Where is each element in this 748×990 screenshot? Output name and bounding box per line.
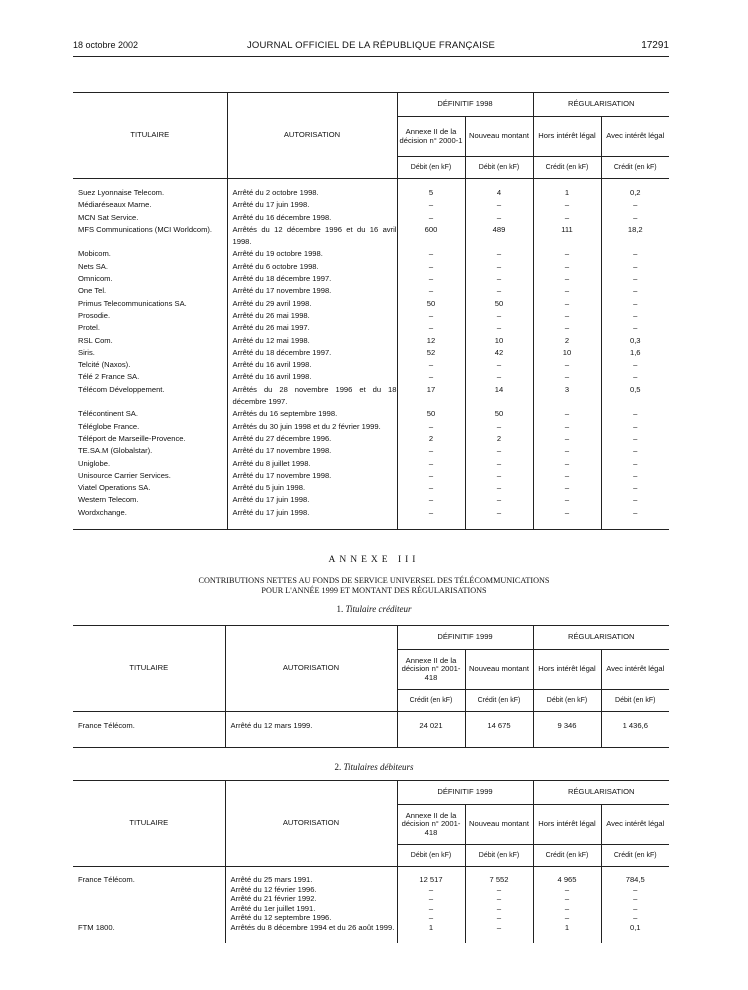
- cell-value-1: –: [397, 421, 465, 433]
- col-definitif-1999: DÉFINITIF 1999: [397, 781, 533, 805]
- cell-value-4: –: [633, 409, 638, 419]
- cell-titulaire: [73, 913, 225, 923]
- table-row: [73, 285, 669, 297]
- cell-value-3: –: [533, 371, 601, 383]
- section-1-title: Titulaire créditeur: [345, 604, 412, 614]
- cell-autorisation: Arrêté du 18 décembre 1997.: [227, 347, 397, 359]
- cell-value-4: –: [633, 507, 638, 517]
- cell-value-2: –: [465, 421, 533, 433]
- cell-autorisation: Arrêté du 19 octobre 1998.: [227, 248, 397, 260]
- cell-autorisation: Arrêté du 21 février 1992.: [225, 894, 397, 904]
- cell-titulaire: Suez Lyonnaise Telecom.: [73, 179, 227, 200]
- cell-value-3: 4 965: [533, 867, 601, 885]
- col-titulaire: TITULAIRE: [73, 781, 225, 867]
- cell-value-2: 2: [465, 433, 533, 445]
- cell-value-3: 3: [533, 384, 601, 409]
- cell-autorisation: Arrêté du 16 décembre 1998.: [227, 212, 397, 224]
- cell-value-2: –: [465, 885, 533, 895]
- cell-titulaire: Protel.: [73, 322, 227, 334]
- cell-titulaire: Siris.: [73, 347, 227, 359]
- cell-value-2: –: [465, 212, 533, 224]
- cell-value-3: –: [533, 421, 601, 433]
- cell-value-4: –: [633, 495, 638, 505]
- cell-titulaire: Télécom Développement.: [73, 384, 227, 409]
- cell-autorisation: Arrêté du 12 mars 1999.: [225, 712, 397, 748]
- cell-titulaire: [73, 885, 225, 895]
- cell-value-2: 14 675: [465, 712, 533, 748]
- cell-value-1: –: [397, 507, 465, 530]
- cell-autorisation: Arrêté du 2 octobre 1998.: [227, 179, 397, 200]
- table-row: [73, 712, 669, 748]
- cell-autorisation: Arrêté du 26 mai 1998.: [227, 310, 397, 322]
- cell-value-1: –: [397, 470, 465, 482]
- cell-value-3: –: [533, 470, 601, 482]
- cell-autorisation: Arrêté du 8 juillet 1998.: [227, 458, 397, 470]
- cell-value-2: –: [465, 913, 533, 923]
- cell-value-2: 7 552: [465, 867, 533, 885]
- cell-autorisation: Arrêté du 16 avril 1998.: [227, 371, 397, 383]
- col-nouveau-montant: Nouveau montant: [465, 805, 533, 845]
- table-row: [73, 482, 669, 494]
- col-unit-credit: Crédit (en kF): [533, 157, 601, 179]
- cell-value-2: –: [465, 507, 533, 530]
- cell-value-3: –: [533, 482, 601, 494]
- cell-autorisation: Arrêté du 25 mars 1991.: [225, 867, 397, 885]
- section-2-title: Titulaires débiteurs: [343, 762, 414, 772]
- col-avec-interet: Avec intérêt légal: [601, 805, 669, 845]
- table-row: [73, 923, 669, 943]
- col-unit-credit: Crédit (en kF): [465, 690, 533, 712]
- table-row: [73, 885, 669, 895]
- col-hors-interet: Hors intérêt légal: [533, 805, 601, 845]
- table-row: [73, 433, 669, 445]
- cell-autorisation: Arrêtés du 28 novembre 1996 et du 18 décembre 1997.: [227, 384, 397, 409]
- cell-value-4: 784,5: [625, 875, 645, 884]
- page-header: [73, 40, 669, 54]
- col-annexe-ii: Annexe II de la décision n° 2001-418: [397, 650, 465, 690]
- cell-value-3: 10: [533, 347, 601, 359]
- cell-value-3: –: [533, 894, 601, 904]
- cell-autorisation: Arrêté du 16 avril 1998.: [227, 359, 397, 371]
- cell-titulaire: Télé 2 France SA.: [73, 371, 227, 383]
- cell-value-1: –: [397, 885, 465, 895]
- col-avec-interet: Avec intérêt légal: [601, 650, 669, 690]
- table-row: [73, 248, 669, 260]
- col-autorisation: AUTORISATION: [225, 781, 397, 867]
- col-definitif-1999: DÉFINITIF 1999: [397, 626, 533, 650]
- cell-value-1: 1: [397, 923, 465, 943]
- cell-value-4: –: [633, 884, 638, 894]
- col-unit-credit: Crédit (en kF): [533, 845, 601, 867]
- cell-value-1: 50: [397, 408, 465, 420]
- cell-titulaire: Télécontinent SA.: [73, 408, 227, 420]
- cell-value-2: –: [465, 371, 533, 383]
- col-hors-interet: Hors intérêt légal: [533, 117, 601, 157]
- annexe-subtitle-line1: CONTRIBUTIONS NETTES AU FONDS DE SERVICE UNIVERSEL DES TÉLÉCOMMUNICATIONS: [198, 576, 550, 585]
- cell-value-2: 4: [465, 179, 533, 200]
- col-regularisation: RÉGULARISATION: [533, 626, 669, 650]
- header-page-number: 17291: [641, 40, 669, 51]
- cell-value-1: –: [397, 458, 465, 470]
- cell-value-1: –: [397, 371, 465, 383]
- cell-value-4: –: [633, 310, 638, 320]
- cell-value-1: –: [397, 199, 465, 211]
- cell-value-3: –: [533, 285, 601, 297]
- cell-value-1: –: [397, 261, 465, 273]
- cell-value-4: –: [633, 483, 638, 493]
- col-unit-credit: Crédit (en kF): [601, 157, 669, 179]
- cell-value-1: 24 021: [397, 712, 465, 748]
- col-regularisation: RÉGULARISATION: [533, 781, 669, 805]
- cell-value-1: 17: [397, 384, 465, 409]
- cell-titulaire: Primus Telecommunications SA.: [73, 298, 227, 310]
- cell-value-2: –: [465, 310, 533, 322]
- cell-titulaire: France Télécom.: [73, 867, 225, 885]
- cell-value-2: 14: [465, 384, 533, 409]
- cell-value-2: –: [465, 894, 533, 904]
- table-row: [73, 179, 669, 200]
- cell-value-1: 52: [397, 347, 465, 359]
- cell-value-2: –: [465, 445, 533, 457]
- cell-value-3: –: [533, 433, 601, 445]
- cell-autorisation: Arrêté du 1er juillet 1991.: [225, 904, 397, 914]
- cell-value-4: –: [633, 458, 638, 468]
- table-row: [73, 494, 669, 506]
- cell-value-4: –: [633, 372, 638, 382]
- col-unit-debit: Débit (en kF): [397, 157, 465, 179]
- cell-autorisation: Arrêté du 6 octobre 1998.: [227, 261, 397, 273]
- cell-autorisation: Arrêté du 27 décembre 1996.: [227, 433, 397, 445]
- cell-value-3: –: [533, 904, 601, 914]
- table-row: [73, 384, 669, 409]
- section-2-number: 2.: [334, 762, 342, 772]
- col-hors-interet: Hors intérêt légal: [533, 650, 601, 690]
- cell-value-2: 42: [465, 347, 533, 359]
- cell-titulaire: Western Telecom.: [73, 494, 227, 506]
- cell-titulaire: Téléglobe France.: [73, 421, 227, 433]
- cell-autorisation: Arrêté du 17 novembre 1998.: [227, 285, 397, 297]
- cell-value-4: –: [633, 286, 638, 296]
- cell-autorisation: Arrêtés du 30 juin 1998 et du 2 février 1999.: [227, 421, 397, 433]
- cell-value-1: 12 517: [397, 867, 465, 885]
- cell-value-1: –: [397, 310, 465, 322]
- cell-autorisation: Arrêté du 18 décembre 1997.: [227, 273, 397, 285]
- col-titulaire: TITULAIRE: [73, 626, 225, 712]
- cell-value-1: 2: [397, 433, 465, 445]
- cell-value-3: –: [533, 458, 601, 470]
- cell-value-4: 1,6: [629, 347, 641, 357]
- cell-value-4: –: [633, 421, 638, 431]
- section-1-number: 1.: [336, 604, 344, 614]
- cell-autorisation: Arrêté du 12 février 1996.: [225, 885, 397, 895]
- col-autorisation: AUTORISATION: [227, 93, 397, 179]
- cell-value-1: 12: [397, 335, 465, 347]
- cell-value-2: –: [465, 261, 533, 273]
- col-unit-debit: Débit (en kF): [465, 157, 533, 179]
- cell-value-4: –: [633, 446, 638, 456]
- cell-value-1: –: [397, 904, 465, 914]
- cell-value-1: 5: [397, 179, 465, 200]
- cell-value-3: –: [533, 494, 601, 506]
- cell-value-1: –: [397, 212, 465, 224]
- col-unit-credit: Crédit (en kF): [601, 845, 669, 867]
- col-unit-debit: Débit (en kF): [465, 845, 533, 867]
- cell-value-2: –: [465, 248, 533, 260]
- cell-value-4: –: [633, 261, 638, 271]
- cell-titulaire: Omnicom.: [73, 273, 227, 285]
- cell-value-1: –: [397, 248, 465, 260]
- cell-titulaire: RSL Com.: [73, 335, 227, 347]
- table-row: [73, 199, 669, 211]
- cell-value-1: –: [397, 359, 465, 371]
- table-row: [73, 261, 669, 273]
- cell-value-3: –: [533, 507, 601, 530]
- table-titulaire-crediteur: [73, 625, 669, 748]
- cell-value-4: –: [633, 274, 638, 284]
- cell-value-4: –: [633, 894, 638, 904]
- cell-value-1: 600: [397, 224, 465, 249]
- cell-value-1: –: [397, 482, 465, 494]
- cell-value-2: –: [465, 904, 533, 914]
- col-regularisation: RÉGULARISATION: [533, 93, 669, 117]
- cell-value-4: –: [633, 298, 638, 308]
- cell-value-4: 18,2: [627, 224, 643, 234]
- col-annexe-ii: Annexe II de la décision n° 2001-418: [397, 805, 465, 845]
- table-row: [73, 913, 669, 923]
- cell-titulaire: Prosodie.: [73, 310, 227, 322]
- cell-autorisation: Arrêtés du 16 septembre 1998.: [227, 408, 397, 420]
- annexe-subtitle-line2: POUR L'ANNÉE 1999 ET MONTANT DES RÉGULARISATIONS: [261, 586, 487, 595]
- cell-value-3: –: [533, 310, 601, 322]
- cell-autorisation: Arrêté du 26 mai 1997.: [227, 322, 397, 334]
- cell-value-4: 0,1: [629, 922, 641, 932]
- cell-autorisation: Arrêté du 5 juin 1998.: [227, 482, 397, 494]
- table-definitif-1998: [73, 92, 669, 530]
- cell-value-3: –: [533, 322, 601, 334]
- header-journal-title: JOURNAL OFFICIEL DE LA RÉPUBLIQUE FRANÇAISE: [246, 40, 496, 51]
- cell-titulaire: Unisource Carrier Services.: [73, 470, 227, 482]
- cell-value-3: –: [533, 261, 601, 273]
- cell-value-4: 0,5: [629, 384, 641, 394]
- header-date: 18 octobre 2002: [73, 40, 139, 50]
- cell-autorisation: Arrêtés du 8 décembre 1994 et du 26 août 1999.: [225, 923, 397, 943]
- col-unit-debit: Débit (en kF): [533, 690, 601, 712]
- cell-autorisation: Arrêtés du 12 décembre 1996 et du 16 avril 1998.: [227, 224, 397, 249]
- table-row: [73, 421, 669, 433]
- table-row: [73, 904, 669, 914]
- cell-titulaire: Médiaréseaux Marne.: [73, 199, 227, 211]
- cell-value-3: 2: [533, 335, 601, 347]
- cell-value-2: –: [465, 322, 533, 334]
- col-autorisation: AUTORISATION: [225, 626, 397, 712]
- table-row: [73, 458, 669, 470]
- cell-value-1: –: [397, 285, 465, 297]
- table-row: [73, 335, 669, 347]
- cell-value-4: –: [633, 433, 638, 443]
- col-nouveau-montant: Nouveau montant: [465, 650, 533, 690]
- cell-value-2: 50: [465, 298, 533, 310]
- col-unit-debit: Débit (en kF): [397, 845, 465, 867]
- cell-value-3: 1: [533, 179, 601, 200]
- cell-value-2: 50: [465, 408, 533, 420]
- table-row: [73, 470, 669, 482]
- table-row: [73, 212, 669, 224]
- cell-value-3: –: [533, 359, 601, 371]
- table-row: [73, 310, 669, 322]
- cell-value-3: 9 346: [533, 712, 601, 748]
- cell-autorisation: Arrêté du 17 juin 1998.: [227, 507, 397, 530]
- cell-value-3: –: [533, 212, 601, 224]
- table-row: [73, 894, 669, 904]
- cell-autorisation: Arrêté du 17 novembre 1998.: [227, 470, 397, 482]
- cell-value-4: –: [633, 323, 638, 333]
- cell-titulaire: Viatel Operations SA.: [73, 482, 227, 494]
- col-avec-interet: Avec intérêt légal: [601, 117, 669, 157]
- cell-autorisation: Arrêté du 17 novembre 1998.: [227, 445, 397, 457]
- cell-value-2: –: [465, 482, 533, 494]
- cell-value-2: –: [465, 923, 533, 943]
- table-row: [73, 359, 669, 371]
- col-nouveau-montant: Nouveau montant: [465, 117, 533, 157]
- cell-autorisation: Arrêté du 12 septembre 1996.: [225, 913, 397, 923]
- col-titulaire: TITULAIRE: [73, 93, 227, 179]
- cell-value-2: –: [465, 273, 533, 285]
- cell-autorisation: Arrêté du 12 mai 1998.: [227, 335, 397, 347]
- cell-value-4: 0,2: [629, 188, 641, 197]
- cell-value-2: 10: [465, 335, 533, 347]
- cell-value-3: –: [533, 273, 601, 285]
- col-unit-debit: Débit (en kF): [601, 690, 669, 712]
- col-unit-credit: Crédit (en kF): [397, 690, 465, 712]
- cell-autorisation: Arrêté du 17 juin 1998.: [227, 199, 397, 211]
- table-row: [73, 507, 669, 530]
- cell-value-4: 0,3: [629, 335, 641, 345]
- table-row: [73, 371, 669, 383]
- col-definitif-1998: DÉFINITIF 1998: [397, 93, 533, 117]
- cell-autorisation: Arrêté du 29 avril 1998.: [227, 298, 397, 310]
- cell-titulaire: [73, 894, 225, 904]
- table-row: [73, 867, 669, 885]
- cell-value-4: –: [633, 470, 638, 480]
- section-1-heading: [0, 604, 748, 614]
- cell-value-4: –: [633, 903, 638, 913]
- cell-value-3: –: [533, 913, 601, 923]
- cell-titulaire: Uniglobe.: [73, 458, 227, 470]
- annexe-subtitle: [0, 576, 748, 596]
- table-row: [73, 408, 669, 420]
- cell-titulaire: One Tel.: [73, 285, 227, 297]
- cell-value-1: –: [397, 445, 465, 457]
- cell-titulaire: Telcité (Naxos).: [73, 359, 227, 371]
- table-row: [73, 298, 669, 310]
- col-annexe-ii: Annexe II de la décision n° 2000-1: [397, 117, 465, 157]
- cell-value-4: –: [633, 249, 638, 259]
- cell-value-3: –: [533, 408, 601, 420]
- cell-value-1: 50: [397, 298, 465, 310]
- cell-value-4: –: [633, 913, 638, 923]
- cell-value-2: –: [465, 470, 533, 482]
- cell-value-1: –: [397, 273, 465, 285]
- table-titulaires-debiteurs: [73, 780, 669, 943]
- cell-value-3: –: [533, 199, 601, 211]
- cell-titulaire: Nets SA.: [73, 261, 227, 273]
- cell-titulaire: MFS Communications (MCI Worldcom).: [73, 224, 227, 249]
- cell-value-3: –: [533, 298, 601, 310]
- cell-value-2: –: [465, 458, 533, 470]
- cell-value-2: –: [465, 359, 533, 371]
- cell-value-1: –: [397, 494, 465, 506]
- section-2-heading: [0, 762, 748, 772]
- table-row: [73, 322, 669, 334]
- cell-titulaire: Wordxchange.: [73, 507, 227, 530]
- table-row: [73, 347, 669, 359]
- cell-value-3: –: [533, 248, 601, 260]
- annexe-title: ANNEXE III: [328, 555, 420, 565]
- table-row: [73, 273, 669, 285]
- cell-value-4: –: [633, 360, 638, 370]
- cell-value-2: –: [465, 285, 533, 297]
- cell-value-2: –: [465, 494, 533, 506]
- table-row: [73, 224, 669, 249]
- cell-titulaire: [73, 904, 225, 914]
- cell-value-1: –: [397, 322, 465, 334]
- cell-value-3: 1: [533, 923, 601, 943]
- cell-value-4: –: [633, 200, 638, 210]
- cell-titulaire: France Télécom.: [73, 712, 225, 748]
- cell-titulaire: MCN Sat Service.: [73, 212, 227, 224]
- header-rule: [73, 56, 669, 57]
- cell-titulaire: Mobicom.: [73, 248, 227, 260]
- cell-value-3: –: [533, 885, 601, 895]
- cell-value-3: –: [533, 445, 601, 457]
- cell-value-1: –: [397, 913, 465, 923]
- cell-value-4: 1 436,6: [622, 721, 648, 730]
- cell-titulaire: TE.SA.M (Globalstar).: [73, 445, 227, 457]
- cell-value-2: 489: [465, 224, 533, 249]
- cell-autorisation: Arrêté du 17 juin 1998.: [227, 494, 397, 506]
- table-row: [73, 445, 669, 457]
- cell-value-2: –: [465, 199, 533, 211]
- cell-value-3: 111: [533, 224, 601, 249]
- cell-value-1: –: [397, 894, 465, 904]
- cell-titulaire: Téléport de Marseille-Provence.: [73, 433, 227, 445]
- cell-titulaire: FTM 1800.: [73, 923, 225, 943]
- cell-value-4: –: [633, 212, 638, 222]
